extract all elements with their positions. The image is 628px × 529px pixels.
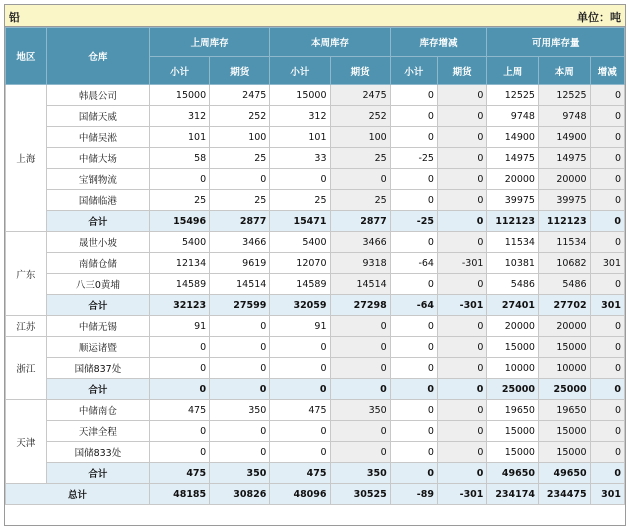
value-cell: 25 <box>210 148 270 169</box>
value-cell: 25 <box>330 190 390 211</box>
table-row <box>6 316 625 337</box>
subtotal-value: 301 <box>590 295 624 316</box>
value-cell: 39975 <box>538 190 590 211</box>
header-region: 地区 <box>6 28 47 85</box>
value-cell: 9318 <box>330 253 390 274</box>
subtotal-value: 25000 <box>538 379 590 400</box>
warehouse-cell: 国储天威 <box>46 106 149 127</box>
value-cell: 0 <box>437 274 486 295</box>
subtotal-value: 25000 <box>487 379 539 400</box>
subtotal-label: 合计 <box>46 463 149 484</box>
table-row <box>6 400 625 421</box>
unit-label: 单位：吨 <box>577 11 621 24</box>
value-cell: 0 <box>437 148 486 169</box>
value-cell: 350 <box>330 400 390 421</box>
table-row <box>6 85 625 106</box>
value-cell: 101 <box>270 127 330 148</box>
value-cell: 0 <box>590 169 624 190</box>
header-sub: 增减 <box>590 57 624 85</box>
value-cell: 20000 <box>487 169 539 190</box>
value-cell: 0 <box>437 127 486 148</box>
value-cell: 0 <box>437 421 486 442</box>
value-cell: 25 <box>149 190 209 211</box>
value-cell: 0 <box>149 337 209 358</box>
value-cell: 14514 <box>210 274 270 295</box>
value-cell: 0 <box>390 358 437 379</box>
value-cell: 14975 <box>538 148 590 169</box>
total-value: 30826 <box>210 484 270 505</box>
value-cell: 15000 <box>487 421 539 442</box>
value-cell: 0 <box>149 442 209 463</box>
region-cell: 江苏 <box>6 316 47 337</box>
header-group-this-week: 本周库存 <box>270 28 390 57</box>
value-cell: 15000 <box>149 85 209 106</box>
table-row <box>6 190 625 211</box>
header-sub: 期货 <box>330 57 390 85</box>
value-cell: 14514 <box>330 274 390 295</box>
value-cell: 25 <box>330 148 390 169</box>
value-cell: 14589 <box>270 274 330 295</box>
value-cell: 12525 <box>538 85 590 106</box>
value-cell: 0 <box>437 190 486 211</box>
value-cell: 0 <box>390 106 437 127</box>
table-row <box>6 358 625 379</box>
value-cell: 91 <box>270 316 330 337</box>
subtotal-value: 475 <box>149 463 209 484</box>
value-cell: 14589 <box>149 274 209 295</box>
value-cell: 0 <box>390 232 437 253</box>
value-cell: 350 <box>210 400 270 421</box>
value-cell: 25 <box>210 190 270 211</box>
table-row <box>6 169 625 190</box>
value-cell: 3466 <box>330 232 390 253</box>
total-value: 30525 <box>330 484 390 505</box>
header-group-change: 库存增减 <box>390 28 487 57</box>
subtotal-value: 32123 <box>149 295 209 316</box>
subtotal-value: 15471 <box>270 211 330 232</box>
value-cell: 91 <box>149 316 209 337</box>
value-cell: 0 <box>390 85 437 106</box>
value-cell: 301 <box>590 253 624 274</box>
header-sub: 小计 <box>270 57 330 85</box>
value-cell: 0 <box>590 442 624 463</box>
value-cell: 0 <box>437 442 486 463</box>
subtotal-value: 0 <box>437 463 486 484</box>
subtotal-row <box>6 379 625 400</box>
inventory-table <box>5 27 625 505</box>
header-sub: 上周 <box>487 57 539 85</box>
value-cell: 0 <box>590 421 624 442</box>
value-cell: 0 <box>437 169 486 190</box>
value-cell: 0 <box>330 169 390 190</box>
table-row <box>6 106 625 127</box>
value-cell: 0 <box>210 169 270 190</box>
table-row <box>6 274 625 295</box>
warehouse-cell: 国储837处 <box>46 358 149 379</box>
subtotal-value: 0 <box>390 463 437 484</box>
warehouse-cell: 韩晨公司 <box>46 85 149 106</box>
value-cell: 100 <box>210 127 270 148</box>
value-cell: 0 <box>270 442 330 463</box>
value-cell: 58 <box>149 148 209 169</box>
value-cell: 20000 <box>538 316 590 337</box>
value-cell: 252 <box>330 106 390 127</box>
subtotal-value: 0 <box>330 379 390 400</box>
value-cell: 14975 <box>487 148 539 169</box>
value-cell: 19650 <box>538 400 590 421</box>
inventory-report <box>4 4 626 526</box>
value-cell: 0 <box>437 400 486 421</box>
subtotal-value: 15496 <box>149 211 209 232</box>
header-sub: 本周 <box>538 57 590 85</box>
value-cell: 3466 <box>210 232 270 253</box>
subtotal-value: 0 <box>437 379 486 400</box>
value-cell: 0 <box>590 232 624 253</box>
subtotal-value: 27298 <box>330 295 390 316</box>
region-cell: 上海 <box>6 85 47 232</box>
report-title: 铅 <box>9 11 20 24</box>
subtotal-label: 合计 <box>46 379 149 400</box>
value-cell: 0 <box>210 316 270 337</box>
value-cell: 15000 <box>487 337 539 358</box>
value-cell: 0 <box>390 274 437 295</box>
value-cell: 9748 <box>487 106 539 127</box>
value-cell: 2475 <box>330 85 390 106</box>
subtotal-value: 0 <box>590 211 624 232</box>
value-cell: 10381 <box>487 253 539 274</box>
value-cell: 0 <box>590 316 624 337</box>
subtotal-value: 350 <box>330 463 390 484</box>
total-value: -89 <box>390 484 437 505</box>
subtotal-label: 合计 <box>46 211 149 232</box>
value-cell: 12134 <box>149 253 209 274</box>
value-cell: 0 <box>330 316 390 337</box>
value-cell: 0 <box>390 400 437 421</box>
subtotal-value: 112123 <box>538 211 590 232</box>
subtotal-value: 0 <box>590 379 624 400</box>
value-cell: 0 <box>210 442 270 463</box>
value-cell: 0 <box>390 127 437 148</box>
value-cell: 0 <box>210 358 270 379</box>
subtotal-value: 27599 <box>210 295 270 316</box>
total-row <box>6 484 625 505</box>
warehouse-cell: 国储临港 <box>46 190 149 211</box>
warehouse-cell: 中储吴淞 <box>46 127 149 148</box>
value-cell: 0 <box>590 400 624 421</box>
header-group-last-week: 上周库存 <box>149 28 269 57</box>
value-cell: 9748 <box>538 106 590 127</box>
subtotal-value: 0 <box>590 463 624 484</box>
subtotal-value: 475 <box>270 463 330 484</box>
header-warehouse: 仓库 <box>46 28 149 85</box>
value-cell: 14900 <box>538 127 590 148</box>
value-cell: 0 <box>270 421 330 442</box>
value-cell: 25 <box>270 190 330 211</box>
subtotal-value: 0 <box>437 211 486 232</box>
value-cell: 0 <box>437 106 486 127</box>
subtotal-value: 49650 <box>487 463 539 484</box>
table-row <box>6 148 625 169</box>
value-cell: 5400 <box>270 232 330 253</box>
subtotal-value: -25 <box>390 211 437 232</box>
value-cell: 475 <box>270 400 330 421</box>
value-cell: 33 <box>270 148 330 169</box>
value-cell: 0 <box>270 358 330 379</box>
value-cell: 0 <box>390 190 437 211</box>
subtotal-value: 27702 <box>538 295 590 316</box>
value-cell: 14900 <box>487 127 539 148</box>
value-cell: 0 <box>590 358 624 379</box>
header-sub: 期货 <box>210 57 270 85</box>
value-cell: 0 <box>270 169 330 190</box>
warehouse-cell: 中储无锡 <box>46 316 149 337</box>
value-cell: -25 <box>390 148 437 169</box>
total-value: -301 <box>437 484 486 505</box>
subtotal-value: 2877 <box>330 211 390 232</box>
value-cell: 100 <box>330 127 390 148</box>
warehouse-cell: 南储仓储 <box>46 253 149 274</box>
value-cell: 0 <box>437 85 486 106</box>
value-cell: 10000 <box>487 358 539 379</box>
warehouse-cell: 宝钢物流 <box>46 169 149 190</box>
value-cell: 0 <box>437 316 486 337</box>
value-cell: 0 <box>330 421 390 442</box>
value-cell: 312 <box>149 106 209 127</box>
value-cell: 0 <box>390 337 437 358</box>
table-row <box>6 127 625 148</box>
total-value: 234174 <box>487 484 539 505</box>
value-cell: 0 <box>330 337 390 358</box>
value-cell: 15000 <box>487 442 539 463</box>
value-cell: -64 <box>390 253 437 274</box>
value-cell: 0 <box>590 274 624 295</box>
value-cell: 11534 <box>487 232 539 253</box>
report-title-bar <box>5 5 625 27</box>
warehouse-cell: 晟世小坡 <box>46 232 149 253</box>
header-sub: 期货 <box>437 57 486 85</box>
subtotal-value: 0 <box>270 379 330 400</box>
warehouse-cell: 国储833处 <box>46 442 149 463</box>
table-row <box>6 337 625 358</box>
value-cell: 0 <box>270 337 330 358</box>
value-cell: 0 <box>590 85 624 106</box>
value-cell: 0 <box>149 169 209 190</box>
subtotal-value: 350 <box>210 463 270 484</box>
value-cell: 0 <box>437 358 486 379</box>
subtotal-value: -64 <box>390 295 437 316</box>
value-cell: 0 <box>437 337 486 358</box>
subtotal-row <box>6 211 625 232</box>
warehouse-cell: 顺运诸暨 <box>46 337 149 358</box>
value-cell: 0 <box>210 421 270 442</box>
subtotal-value: 0 <box>210 379 270 400</box>
subtotal-value: 0 <box>390 379 437 400</box>
value-cell: 5486 <box>487 274 539 295</box>
value-cell: 15000 <box>538 442 590 463</box>
value-cell: 20000 <box>487 316 539 337</box>
value-cell: 0 <box>330 442 390 463</box>
warehouse-cell: 中储大场 <box>46 148 149 169</box>
total-value: 48096 <box>270 484 330 505</box>
value-cell: 0 <box>330 358 390 379</box>
value-cell: 20000 <box>538 169 590 190</box>
value-cell: 0 <box>390 442 437 463</box>
subtotal-value: 49650 <box>538 463 590 484</box>
subtotal-value: 27401 <box>487 295 539 316</box>
value-cell: 101 <box>149 127 209 148</box>
table-row <box>6 421 625 442</box>
header-group-available: 可用库存量 <box>487 28 625 57</box>
value-cell: 15000 <box>538 421 590 442</box>
value-cell: 0 <box>437 232 486 253</box>
value-cell: 11534 <box>538 232 590 253</box>
value-cell: 15000 <box>270 85 330 106</box>
value-cell: 475 <box>149 400 209 421</box>
value-cell: 12070 <box>270 253 330 274</box>
value-cell: 9619 <box>210 253 270 274</box>
value-cell: 15000 <box>538 337 590 358</box>
value-cell: 312 <box>270 106 330 127</box>
header-sub: 小计 <box>149 57 209 85</box>
value-cell: 0 <box>590 127 624 148</box>
subtotal-value: 112123 <box>487 211 539 232</box>
region-cell: 浙江 <box>6 337 47 400</box>
value-cell: 5486 <box>538 274 590 295</box>
value-cell: 0 <box>590 337 624 358</box>
value-cell: 0 <box>390 169 437 190</box>
value-cell: 0 <box>149 421 209 442</box>
total-label: 总计 <box>6 484 150 505</box>
value-cell: 12525 <box>487 85 539 106</box>
warehouse-cell: 八三0黄埔 <box>46 274 149 295</box>
value-cell: 5400 <box>149 232 209 253</box>
value-cell: 10682 <box>538 253 590 274</box>
value-cell: 0 <box>210 337 270 358</box>
total-value: 48185 <box>149 484 209 505</box>
warehouse-cell: 天津全程 <box>46 421 149 442</box>
region-cell: 广东 <box>6 232 47 316</box>
subtotal-row <box>6 295 625 316</box>
value-cell: 252 <box>210 106 270 127</box>
total-value: 301 <box>590 484 624 505</box>
table-row <box>6 253 625 274</box>
header-sub: 小计 <box>390 57 437 85</box>
value-cell: 0 <box>590 148 624 169</box>
value-cell: 0 <box>590 106 624 127</box>
subtotal-value: 32059 <box>270 295 330 316</box>
subtotal-value: 0 <box>149 379 209 400</box>
warehouse-cell: 中储南仓 <box>46 400 149 421</box>
value-cell: -301 <box>437 253 486 274</box>
value-cell: 39975 <box>487 190 539 211</box>
value-cell: 0 <box>390 316 437 337</box>
value-cell: 0 <box>149 358 209 379</box>
value-cell: 0 <box>390 421 437 442</box>
table-row <box>6 232 625 253</box>
value-cell: 2475 <box>210 85 270 106</box>
total-value: 234475 <box>538 484 590 505</box>
table-row <box>6 442 625 463</box>
subtotal-value: 2877 <box>210 211 270 232</box>
value-cell: 10000 <box>538 358 590 379</box>
subtotal-row <box>6 463 625 484</box>
region-cell: 天津 <box>6 400 47 484</box>
subtotal-value: -301 <box>437 295 486 316</box>
value-cell: 19650 <box>487 400 539 421</box>
value-cell: 0 <box>590 190 624 211</box>
subtotal-label: 合计 <box>46 295 149 316</box>
